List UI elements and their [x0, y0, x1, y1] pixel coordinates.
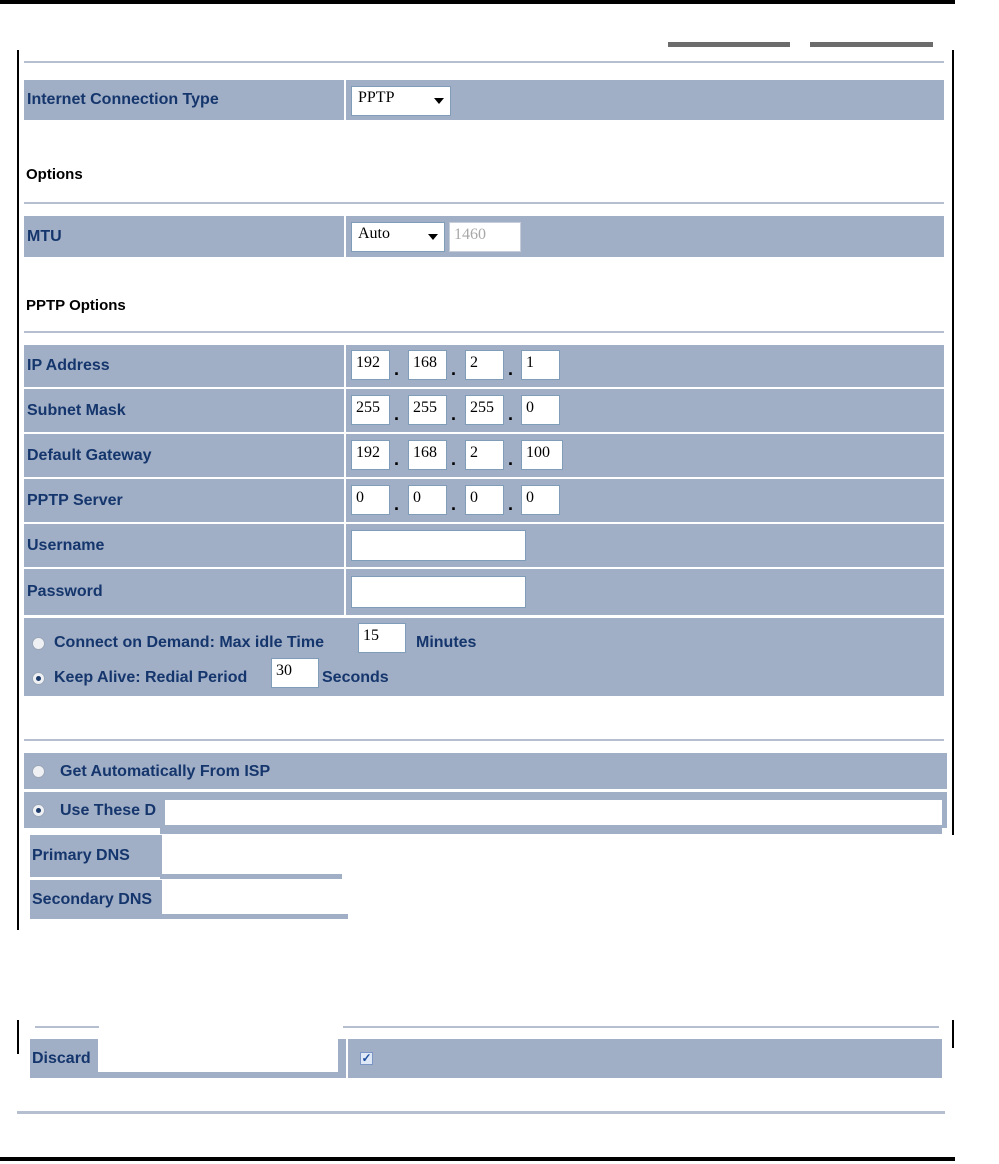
- gateway-row: Default Gateway 192 . 168 . 2 . 100: [24, 434, 944, 477]
- ip-octet-3[interactable]: 2: [465, 350, 504, 380]
- server-octet-2[interactable]: 0: [408, 485, 447, 515]
- keep-alive-radio[interactable]: [32, 672, 45, 685]
- ip-address-label: IP Address: [27, 357, 110, 374]
- tab-1[interactable]: [668, 42, 790, 47]
- gateway-octet-1[interactable]: 192: [351, 440, 390, 470]
- connect-on-demand-radio[interactable]: [32, 637, 45, 650]
- separator: [24, 739, 944, 741]
- keep-alive-label: Keep Alive: Redial Period: [54, 669, 248, 686]
- minutes-label: Minutes: [416, 634, 477, 651]
- subnet-octet-1[interactable]: 255: [351, 395, 390, 425]
- redaction-box: [98, 1039, 338, 1072]
- subnet-mask-label: Subnet Mask: [27, 401, 126, 419]
- chevron-down-icon: [434, 98, 444, 104]
- subnet-mask-row: Subnet Mask 255 . 255 . 255 . 0: [24, 389, 944, 432]
- subnet-octet-2[interactable]: 255: [408, 395, 447, 425]
- subnet-octet-4[interactable]: 0: [521, 395, 560, 425]
- top-border: [0, 0, 955, 4]
- mtu-value-input[interactable]: 1460: [449, 222, 521, 252]
- right-border-2: [952, 1020, 954, 1048]
- dns-auto-label: Get Automatically From ISP: [60, 763, 271, 780]
- gateway-octet-4[interactable]: 100: [521, 440, 563, 470]
- separator: [24, 202, 944, 204]
- left-border-2: [17, 1020, 19, 1054]
- username-row: [24, 524, 944, 567]
- connection-type-select[interactable]: PPTP: [351, 86, 451, 116]
- password-label: Password: [27, 583, 103, 600]
- server-octet-4[interactable]: 0: [521, 485, 560, 515]
- dns-manual-label: Use These D: [60, 802, 157, 819]
- pptp-options-heading: PPTP Options: [26, 297, 126, 314]
- mtu-row: [24, 216, 944, 257]
- ip-octet-1[interactable]: 192: [351, 350, 390, 380]
- pptp-server-row: PPTP Server 0 . 0 . 0 . 0: [24, 479, 944, 522]
- connection-mode-row: [24, 618, 944, 696]
- primary-dns-label: Primary DNS: [32, 847, 130, 864]
- primary-dns-row: [30, 835, 162, 877]
- discard-checkbox[interactable]: ✓: [361, 1051, 372, 1065]
- mtu-label: MTU: [27, 227, 62, 245]
- connection-type-row: [24, 80, 944, 120]
- dns-auto-radio[interactable]: [32, 765, 45, 778]
- username-label: Username: [27, 536, 105, 554]
- mtu-mode-select[interactable]: Auto: [351, 222, 445, 252]
- gateway-octet-2[interactable]: 168: [408, 440, 447, 470]
- subnet-octet-3[interactable]: 255: [465, 395, 504, 425]
- password-row: [24, 569, 944, 615]
- gateway-label: Default Gateway: [27, 446, 152, 464]
- connect-on-demand-label: Connect on Demand: Max idle Time: [54, 634, 324, 651]
- seconds-label: Seconds: [322, 669, 389, 686]
- chevron-down-icon: [428, 234, 438, 240]
- discard-row: [30, 1039, 942, 1078]
- connection-type-label: Internet Connection Type: [27, 91, 219, 108]
- ip-octet-4[interactable]: 1: [521, 350, 560, 380]
- dns-auto-row: [24, 753, 947, 789]
- discard-label: Discard: [32, 1049, 91, 1067]
- pptp-server-label: PPTP Server: [27, 491, 123, 509]
- redaction-box: [165, 800, 942, 825]
- secondary-dns-row: [30, 880, 162, 919]
- server-octet-1[interactable]: 0: [351, 485, 390, 515]
- password-input[interactable]: [351, 576, 526, 608]
- options-heading: Options: [26, 166, 83, 183]
- dns-manual-radio[interactable]: [32, 804, 45, 817]
- secondary-dns-label: Secondary DNS: [32, 890, 153, 908]
- left-border: [17, 50, 19, 930]
- separator: [24, 331, 944, 333]
- ip-address-row: IP Address 192 . 168 . 2 . 1: [24, 345, 944, 387]
- separator: [24, 61, 944, 63]
- max-idle-time-input[interactable]: 15: [358, 623, 406, 653]
- right-border: [952, 50, 954, 835]
- separator: [35, 1026, 99, 1028]
- username-input[interactable]: [351, 530, 526, 561]
- gateway-octet-3[interactable]: 2: [465, 440, 504, 470]
- separator: [343, 1026, 939, 1028]
- separator: [17, 1111, 945, 1114]
- server-octet-3[interactable]: 0: [465, 485, 504, 515]
- tab-2[interactable]: [810, 42, 933, 47]
- ip-octet-2[interactable]: 168: [408, 350, 447, 380]
- redial-period-input[interactable]: 30: [271, 658, 319, 688]
- bottom-border: [0, 1157, 955, 1161]
